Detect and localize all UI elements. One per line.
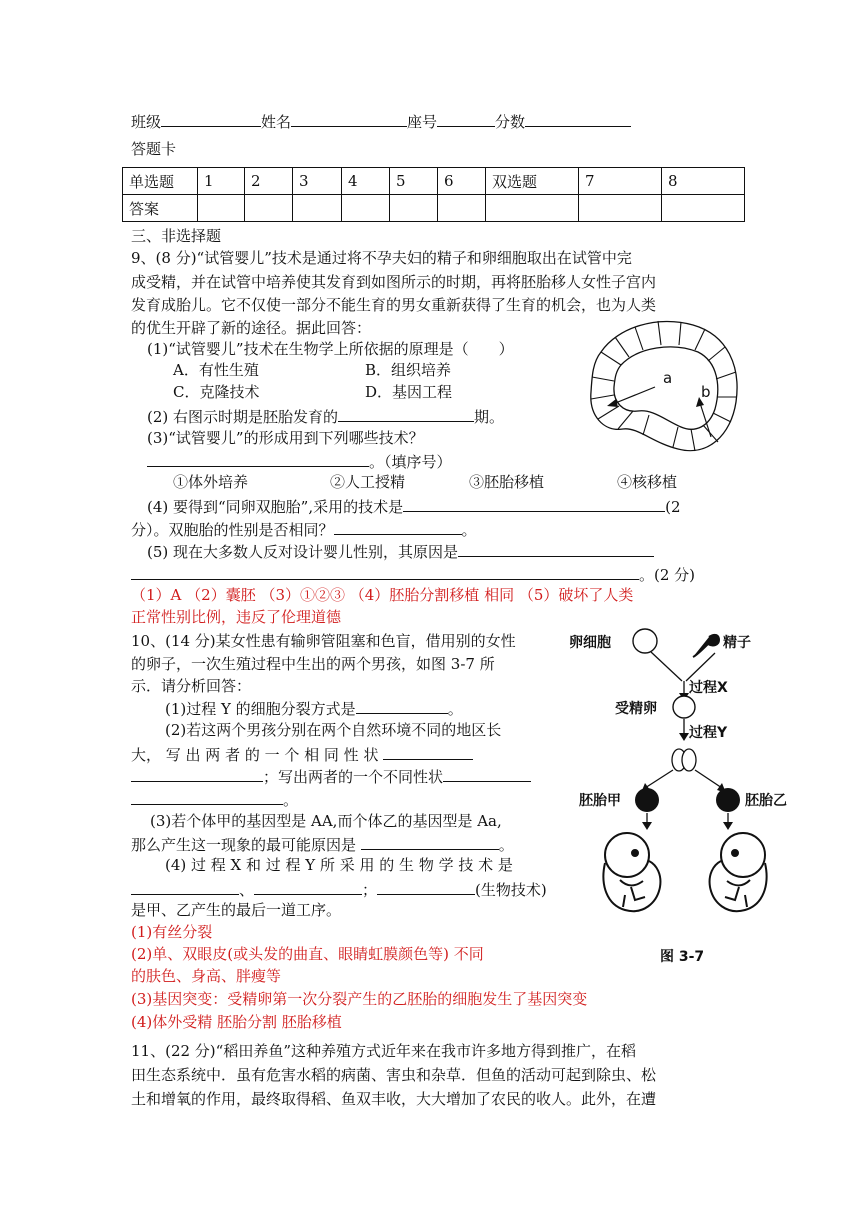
q9-part5-text: (5) 现在大多数人反对设计婴儿性别，其原因是 bbox=[147, 543, 459, 561]
process-y-arrowhead bbox=[679, 733, 689, 741]
pointer-a bbox=[613, 387, 655, 404]
cell-answer-label: 答案 bbox=[123, 195, 198, 222]
header-line bbox=[131, 110, 631, 132]
q10-part1 bbox=[165, 697, 463, 719]
q10-part2-b bbox=[131, 743, 473, 765]
q9-part4-sex-blank[interactable] bbox=[334, 518, 462, 535]
q9-part3: (3)“试管婴儿”的形成用到下列哪些技术？ bbox=[147, 429, 424, 447]
q9-part3-fill bbox=[147, 450, 452, 472]
q10-part4-biotech: (生物技术) bbox=[475, 881, 547, 899]
q10-tech-blank-1[interactable] bbox=[131, 878, 239, 895]
q9-option-b: B．组织培养 bbox=[365, 361, 452, 379]
q9-part4-question: 分）。双胞胎的性别是否相同？ bbox=[131, 521, 334, 539]
embryo-a-arrowhead bbox=[642, 822, 652, 830]
answer-card-table bbox=[122, 167, 745, 222]
q10-answer-line: 的肤色、身高、胖瘦等 bbox=[131, 967, 282, 985]
table-row bbox=[123, 168, 745, 195]
cell-q8: 8 bbox=[662, 168, 745, 195]
q9-part5 bbox=[147, 540, 654, 562]
q11-line: 田生态系统中．虽有危害水稻的病菌、害虫和杂草．但鱼的活动可起到除虫、松 bbox=[131, 1066, 657, 1084]
label-b: b bbox=[701, 383, 711, 401]
q10-line: 10、(14 分)某女性患有输卵管阻塞和色盲，借用别的女性 bbox=[131, 632, 516, 650]
answer-cell[interactable] bbox=[293, 195, 342, 222]
q9-answer-line: （1）A （2）囊胚 （3）①②③ （4）胚胎分割移植 相同 （5）破坏了人类 bbox=[131, 586, 634, 604]
answer-card-title: 答题卡 bbox=[131, 140, 177, 158]
q9-part2-blank[interactable] bbox=[338, 405, 474, 422]
q10-line: 的卵子，一次生殖过程中生出的两个男孩，如图 3-7 所 bbox=[131, 655, 495, 673]
cell-q5: 5 bbox=[390, 168, 438, 195]
q9-part5-line2 bbox=[131, 563, 695, 585]
fetus-b-icon bbox=[710, 833, 767, 911]
q10-same-trait-blank-2[interactable] bbox=[131, 765, 263, 782]
two-cell-right bbox=[682, 749, 696, 771]
name-label: 姓名 bbox=[261, 113, 292, 131]
answer-cell[interactable] bbox=[390, 195, 438, 222]
q9-intro-line: 的优生开辟了新的途径。据此回答： bbox=[131, 319, 372, 337]
q10-cause-blank[interactable] bbox=[361, 833, 499, 850]
score-label: 分数 bbox=[495, 113, 526, 131]
q10-answer-line: (1)有丝分裂 bbox=[131, 923, 213, 941]
q10-part2-c-text: ；写出两者的一个不同性状 bbox=[263, 768, 444, 786]
figure-caption: 图 3-7 bbox=[660, 949, 705, 965]
embryo-b-arrowhead bbox=[723, 822, 733, 830]
cell-q4: 4 bbox=[342, 168, 390, 195]
q9-option-d: D．基因工程 bbox=[365, 383, 453, 401]
answer-cell[interactable] bbox=[342, 195, 390, 222]
answer-cell[interactable] bbox=[486, 195, 579, 222]
embryo-a bbox=[635, 788, 659, 812]
cell-q6: 6 bbox=[438, 168, 486, 195]
table-row bbox=[123, 195, 745, 222]
q9-part4-score: (2 bbox=[665, 498, 681, 516]
q10-part4-b bbox=[131, 878, 547, 900]
q10-answer-line: (3)基因突变：受精卵第一次分裂产生的乙胚胎的细胞发生了基因突变 bbox=[131, 990, 588, 1008]
sperm-label: 精子 bbox=[723, 635, 751, 651]
q9-part2-text: (2) 右图示时期是胚胎发育的 bbox=[147, 408, 339, 426]
q9-option-c: C．克隆技术 bbox=[173, 383, 260, 401]
q10-part4-c: 是甲、乙产生的最后一道工序。 bbox=[131, 901, 342, 919]
cell-double-choice: 双选题 bbox=[486, 168, 579, 195]
q9-intro-line: 成受精，并在试管中培养使其发育到如图所示的时期，再将胚胎移人女性子宫内 bbox=[131, 273, 657, 291]
q10-part1-blank[interactable] bbox=[356, 697, 448, 714]
q10-part1-text: (1)过程 Y 的细胞分裂方式是 bbox=[165, 700, 356, 718]
q9-part4 bbox=[147, 495, 681, 517]
section-title: 三、非选择题 bbox=[131, 227, 222, 245]
q9-part3-suffix: 。（填序号） bbox=[369, 453, 452, 471]
q10-part3-a: (3)若个体甲的基因型是 AA,而个体乙的基因型是 Aa, bbox=[150, 812, 502, 830]
sperm-to-zygote-line bbox=[686, 653, 715, 681]
q10-part3-end: 。 bbox=[498, 836, 514, 854]
process-x-label: 过程X bbox=[689, 680, 728, 696]
q10-part2-a: (2)若这两个男孩分别在两个自然环境不同的地区长 bbox=[165, 721, 502, 739]
cell-q7: 7 bbox=[579, 168, 662, 195]
seat-blank[interactable] bbox=[437, 110, 495, 127]
q9-tech-2: ②人工授精 bbox=[330, 473, 406, 491]
egg-to-zygote-line bbox=[651, 652, 682, 681]
seat-label: 座号 bbox=[407, 113, 438, 131]
q10-answer-line: (2)单、双眼皮(或头发的曲直、眼睛虹膜颜色等) 不同 bbox=[131, 945, 484, 963]
split-right-line bbox=[695, 770, 722, 788]
score-blank[interactable] bbox=[525, 110, 631, 127]
answer-cell[interactable] bbox=[579, 195, 662, 222]
q10-part2-d bbox=[131, 788, 298, 810]
fetus-a-icon bbox=[603, 833, 660, 911]
q10-diff-trait-blank[interactable] bbox=[443, 765, 531, 782]
label-a: a bbox=[663, 369, 673, 387]
q9-part5-blank[interactable] bbox=[458, 540, 654, 557]
q9-part5-end: 。(2 分) bbox=[639, 566, 696, 584]
zygote bbox=[673, 696, 695, 718]
name-blank[interactable] bbox=[291, 110, 407, 127]
egg-cell-label: 卵细胞 bbox=[569, 635, 611, 651]
q9-part5-blank-2[interactable] bbox=[131, 563, 639, 580]
q9-part2-end: 期。 bbox=[474, 408, 505, 426]
embryo-b bbox=[716, 788, 740, 812]
q9-part4-end: 。 bbox=[461, 521, 477, 539]
q9-part1: (1)“试管婴儿”技术在生物学上所依据的原理是（ ） bbox=[147, 340, 514, 358]
answer-cell[interactable] bbox=[662, 195, 745, 222]
q10-part3-b-text: 那么产生这一现象的最可能原因是 bbox=[131, 836, 357, 854]
process-y-label: 过程Y bbox=[689, 725, 728, 741]
split-left-line bbox=[645, 770, 673, 788]
embryo-a-label: 胚胎甲 bbox=[579, 793, 621, 809]
q10-line: 示．请分析回答： bbox=[131, 677, 252, 695]
cell-q3: 3 bbox=[293, 168, 342, 195]
q9-part2 bbox=[147, 405, 504, 427]
q9-tech-3: ③胚胎移植 bbox=[469, 473, 545, 491]
q10-diff-trait-blank-2[interactable] bbox=[131, 788, 283, 805]
answer-cell[interactable] bbox=[438, 195, 486, 222]
q10-part2-c bbox=[131, 765, 531, 787]
q10-part3-b bbox=[131, 833, 514, 855]
q9-tech-1: ①体外培养 bbox=[173, 473, 249, 491]
figure-3-7 bbox=[565, 625, 787, 967]
q10-part4-a: (4) 过 程 X 和 过 程 Y 所 采 用 的 生 物 学 技 术 是 bbox=[165, 856, 513, 874]
cell-single-choice: 单选题 bbox=[123, 168, 198, 195]
q9-part4-blank[interactable] bbox=[403, 495, 665, 512]
answer-cell[interactable] bbox=[198, 195, 245, 222]
q9-intro-line: 发育成胎儿。它不仅使一部分不能生育的男女重新获得了生育的机会，也为人类 bbox=[131, 296, 657, 314]
q10-same-trait-blank[interactable] bbox=[383, 743, 473, 760]
egg-cell bbox=[633, 629, 657, 653]
answer-cell[interactable] bbox=[245, 195, 293, 222]
q9-part3-blank[interactable] bbox=[147, 450, 369, 467]
cell-q1: 1 bbox=[198, 168, 245, 195]
q9-intro-line: 9、(8 分)“试管婴儿”技术是通过将不孕夫妇的精子和卵细胞取出在试管中完 bbox=[131, 249, 632, 267]
q9-option-a: A．有性生殖 bbox=[173, 361, 259, 379]
q10-answer-line: (4)体外受精 胚胎分割 胚胎移植 bbox=[131, 1013, 342, 1031]
q10-part4-sep1: 、 bbox=[239, 881, 255, 899]
q9-answer-line: 正常性别比例，违反了伦理道德 bbox=[131, 608, 342, 626]
embryo-b-label: 胚胎乙 bbox=[745, 793, 787, 809]
zygote-label: 受精卵 bbox=[615, 701, 657, 717]
q10-part2-end: 。 bbox=[283, 791, 299, 809]
q11-line: 11、(22 分)“稻田养鱼”这种养殖方式近年来在我市许多地方得到推广，在稻 bbox=[131, 1042, 636, 1060]
q9-part4-text: (4) 要得到“同卵双胞胎”,采用的技术是 bbox=[147, 498, 404, 516]
q10-tech-blank-3[interactable] bbox=[377, 878, 475, 895]
q10-part1-end: 。 bbox=[447, 700, 463, 718]
cell-q2: 2 bbox=[245, 168, 293, 195]
q9-part4-line2 bbox=[131, 518, 477, 540]
q11-line: 土和增氧的作用，最终取得稻、鱼双丰收，大大增加了农民的收人。此外，在遭 bbox=[131, 1090, 657, 1108]
q10-part4-sep2: ； bbox=[362, 881, 378, 899]
q9-tech-4: ④核移植 bbox=[617, 473, 678, 491]
class-blank[interactable] bbox=[161, 110, 261, 127]
q10-part2-b-text: 大， 写 出 两 者 的 一 个 相 同 性 状 bbox=[131, 746, 379, 764]
blastocyst-figure bbox=[583, 317, 743, 462]
q10-tech-blank-2[interactable] bbox=[254, 878, 362, 895]
class-label: 班级 bbox=[131, 113, 162, 131]
